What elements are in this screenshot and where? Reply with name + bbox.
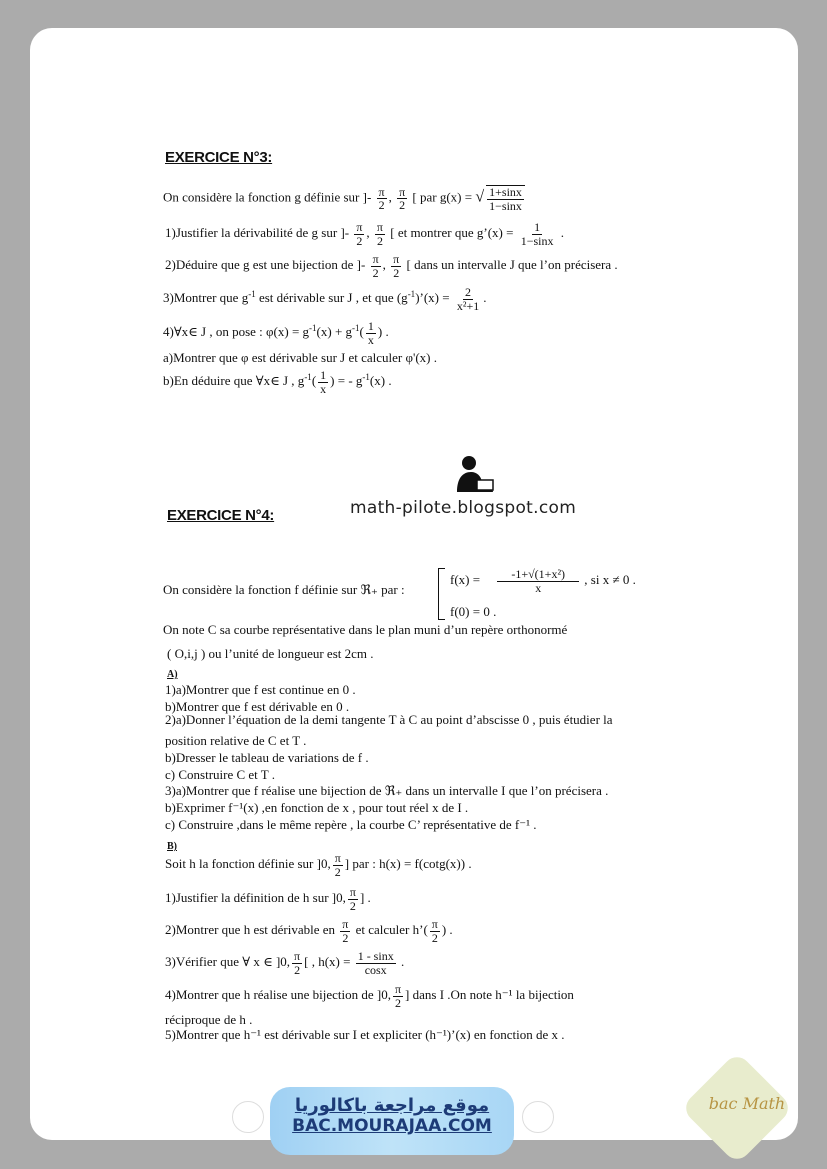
reader-icon [455, 454, 495, 494]
ex4-b4c: réciproque de h . [165, 1012, 253, 1027]
ex3-q3: 3)Montrer que $g^{-1}$ est dérivable sur J , et que $(g^{-1})’(x)$ = $\frac{2}{\text{x²+1}}$ . [163, 285, 487, 313]
ex4-b4: 4)Montrer que h réalise une bijection de ]0, $\frac{\pi}{2}$ ] dans I .On note h⁻¹ la bijection [165, 982, 574, 1010]
ex3-q1: 1)Justifier la dérivabilité de g sur ]- $\frac{\pi}{2}$ , $\frac{\pi}{2}$ [ et montrer que g’(x) = $\frac{1}{1-\sin x}$ . [165, 220, 564, 248]
system-brace [438, 568, 445, 620]
ex4-a6: c) Construire C et T . [165, 767, 276, 782]
ex4-b0: Soit h la fonction définie sur ]0, $\frac{\pi}{2}$ ] par : h(x) = f(cotg(x)) . [165, 851, 472, 879]
blog-url: math-pilote.blogspot.com [350, 498, 577, 518]
ex4-b3: 3)Vérifier que ∀ x ∈ ]0, $\frac{\pi}{2}$ [ , h(x) = $\frac{1 - \sin x}{\cos x}$ . [165, 949, 405, 977]
footer-badge-left [232, 1101, 264, 1133]
exercise-3-title: EXERCICE N°3: [165, 149, 273, 166]
ex4-a7: 3)a)Montrer que f réalise une bijection de ℜ₊ dans un intervalle I que l’on précisera . [165, 783, 609, 798]
ex3-q4a: a)Montrer que φ est dérivable sur J et calculer φ'(x) . [163, 350, 437, 365]
footer-banner[interactable] [270, 1087, 514, 1155]
ex4-l2: On note C sa courbe représentative dans le plan muni d’un repère orthonormé [163, 622, 568, 637]
ex4-a4: position relative de C et T . [165, 733, 307, 748]
part-a-label: A) [167, 669, 178, 680]
ex4-f0: f(0) = 0 . [450, 604, 497, 619]
ex3-q4b: b)En déduire que ∀x∈ J , $g^{-1}$( $\frac{1}{x}$ ) = - $g^{-1}(x)$ . [163, 368, 392, 396]
ex4-a5: b)Dresser le tableau de variations de f . [165, 750, 369, 765]
ex4-a2: b)Montrer que f est dérivable en 0 . [165, 699, 350, 714]
part-b-label: B) [167, 841, 177, 852]
ex4-b1: 1)Justifier la définition de h sur ]0, $\frac{\pi}{2}$ ] . [165, 885, 371, 913]
banner-arabic: موقع مراجعة باكالوريا [294, 1095, 490, 1116]
ex4-a9: c) Construire ,dans le même repère , la courbe C’ représentative de f⁻¹ . [165, 817, 537, 832]
ex4-a8: b)Exprimer f⁻¹(x) ,en fonction de x , pour tout réel x de I . [165, 800, 469, 815]
ex4-a3: 2)a)Donner l’équation de la demi tangente T à C au point d’abscisse 0 , puis étudier la [165, 712, 613, 727]
ex4-f-def: f(x) = $\frac{\text{-1+√(1+x²)}}{x}$ , si x ≠ 0 . [450, 567, 636, 595]
ex3-intro: On considère la fonction g définie sur ]- $\frac{\pi}{2}$ , $\frac{\pi}{2}$ [ par g(x) = √ $\frac{1+\sin x}{1-\sin x}$ [163, 185, 527, 212]
ex4-b5: 5)Montrer que h⁻¹ est dérivable sur I et expliciter (h⁻¹)’(x) en fonction de x . [165, 1027, 565, 1042]
ex4-l3: ( O,i,j ) ou l’unité de longueur est 2cm . [167, 646, 374, 661]
banner-url[interactable]: BAC.MOURAJAA.COM [292, 1116, 492, 1136]
exercise-4-title: EXERCICE N°4: [167, 507, 275, 524]
ex4-intro: On considère la fonction f définie sur ℜ₊ par : [163, 582, 405, 597]
bac-math-logo-text: bac Math [708, 1094, 786, 1113]
ex4-b2: 2)Montrer que h est dérivable en $\frac{\pi}{2}$ et calculer h’( $\frac{\pi}{2}$ ) . [165, 917, 453, 945]
footer-badge-right [522, 1101, 554, 1133]
ex3-q4: 4)∀x∈ J , on pose : $\varphi(x) = g^{-1}(x) + g^{-1}$( $\frac{1}{x}$ ) . [163, 319, 389, 347]
ex3-q2: 2)Déduire que g est une bijection de ]- $\frac{\pi}{2}$ , $\frac{\pi}{2}$ [ dans un intervalle J que l’on précisera . [165, 252, 618, 280]
ex4-a1: 1)a)Montrer que f est continue en 0 . [165, 682, 356, 697]
